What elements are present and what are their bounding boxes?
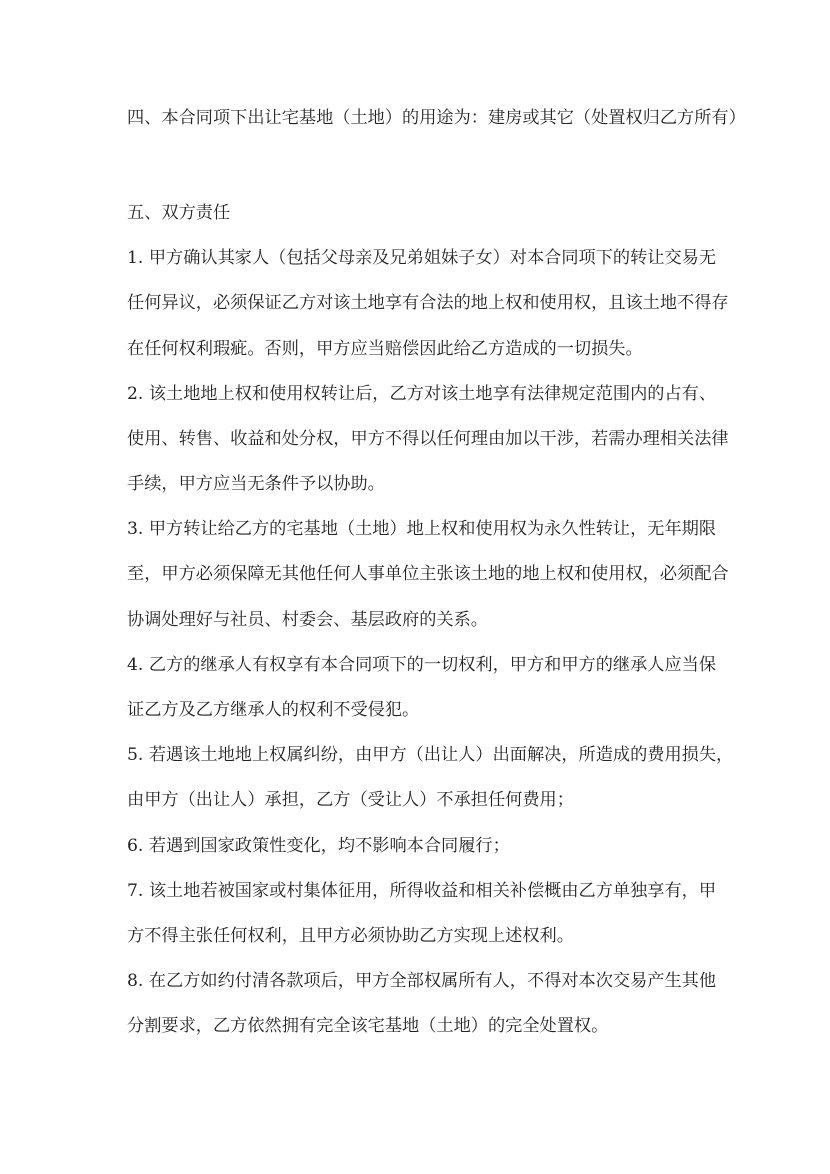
text-line: 3. 甲方转让给乙方的宅基地（土地）地上权和使用权为永久性转让，无年期限: [127, 519, 717, 540]
text-line: 至，甲方必须保障无其他任何人事单位主张该土地的地上权和使用权，必须配合: [127, 564, 729, 585]
responsibility-item: [127, 733, 734, 823]
text-line: 方不得主张任何权利，且甲方必须协助乙方实现上述权利。: [127, 925, 574, 946]
text-line: 在任何权利瑕疵。否则，甲方应当赔偿因此给乙方造成的一切损失。: [127, 338, 643, 359]
text-line: 使用、转售、收益和处分权，甲方不得以任何理由加以干涉，若需办理相关法律: [127, 428, 729, 449]
clause-4: 四、本合同项下出让宅基地（土地）的用途为：建房或其它（处置权归乙方所有）: [127, 108, 746, 128]
responsibility-item: [127, 372, 727, 508]
text-line: 手续，甲方应当无条件予以协助。: [127, 474, 385, 495]
text-line: 任何异议，必须保证乙方对该土地享有合法的地上权和使用权，且该土地不得存: [127, 293, 729, 314]
responsibility-item: [127, 869, 727, 959]
responsibility-item: [127, 824, 727, 869]
responsibility-item: [127, 236, 727, 372]
text-line: 6. 若遇到国家政策性变化，均不影响本合同履行；: [127, 835, 510, 856]
spacer: [127, 141, 727, 191]
responsibility-item: [127, 507, 727, 643]
text-line: 2. 该土地地上权和使用权转让后，乙方对该土地享有法律规定范围内的占有、: [127, 383, 717, 404]
text-line: 协调处理好与社员、村委会、基层政府的关系。: [127, 609, 488, 630]
text-line: 由甲方（出让人）承担，乙方（受让人）不承担任何费用；: [127, 790, 574, 811]
text-line: 8. 在乙方如约付清各款项后，甲方全部权属所有人，不得对本次交易产生其他: [127, 971, 717, 992]
text-line: 4. 乙方的继承人有权享有本合同项下的一切权利，甲方和甲方的继承人应当保: [127, 654, 717, 675]
responsibility-item: [127, 959, 727, 1049]
text-line: 7. 该土地若被国家或村集体征用，所得收益和相关补偿概由乙方单独享有，甲: [127, 880, 717, 901]
document-body: [127, 96, 746, 1050]
responsibility-list: [127, 236, 734, 1049]
text-line: 证乙方及乙方继承人的权利不受侵犯。: [127, 700, 420, 721]
text-line: 5. 若遇该土地地上权属纠纷，由甲方（出让人）出面解决，所造成的费用损失，: [127, 745, 734, 766]
text-line: 1. 甲方确认其家人（包括父母亲及兄弟姐妹子女）对本合同项下的转让交易无: [127, 248, 717, 269]
section-5-heading: 五、双方责任: [127, 202, 231, 223]
responsibility-item: [127, 643, 727, 733]
text-line: 分割要求，乙方依然拥有完全该宅基地（土地）的完全处置权。: [127, 1016, 609, 1037]
